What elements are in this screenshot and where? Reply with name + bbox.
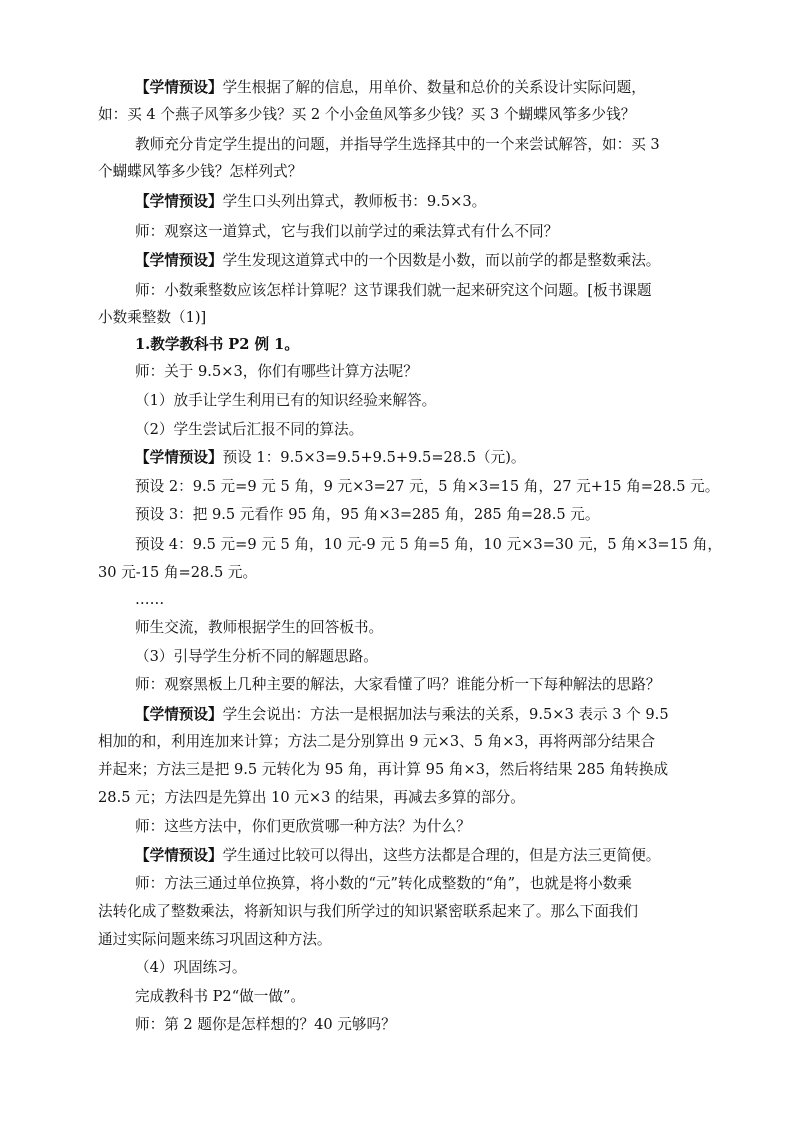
paragraph-line: 法转化成了整数乘法，将新知识与我们所学过的知识紧密联系起来了。那么下面我们 [98, 903, 638, 920]
situation-tag: 【学情预设】 [135, 449, 223, 466]
paragraph-line: 并起来；方法三是把 9.5 元转化为 95 角，再计算 95 角×3，然后将结果 285 角转换成 [98, 761, 669, 778]
paragraph-line: 师：观察黑板上几种主要的解法，大家看懂了吗？谁能分析一下每种解法的思路？ [135, 676, 661, 693]
paragraph-line [135, 448, 526, 468]
paragraph-line [135, 192, 486, 212]
paragraph-line: 如：买 4 个燕子风筝多少钱？买 2 个小金鱼风筝多少钱？买 3 个蝴蝶风筝多少钱？ [98, 106, 636, 123]
paragraph-line: （3）引导学生分析不同的解题思路。 [135, 648, 378, 665]
paragraph-line: 完成教科书 P2“做一做”。 [135, 988, 306, 1005]
paragraph-line: 预设 3：把 9.5 元看作 95 角，95 角×3=285 角，285 角=28.5 元。 [135, 506, 600, 523]
paragraph-line: 个蝴蝶风筝多少钱？怎样列式？ [98, 163, 303, 180]
paragraph-line: （2）学生尝试后汇报不同的算法。 [135, 421, 364, 438]
paragraph-line: 小数乘整数（1)] [98, 309, 207, 326]
paragraph-line: 预设 4：9.5 元=9 元 5 角，10 元-9 元 5 角=5 角，10 元×3=30 元，5 角×3=15 角， [135, 536, 722, 553]
paragraph-line: 通过实际问题来练习巩固这种方法。 [98, 931, 332, 948]
paragraph-line: 师：方法三通过单位换算，将小数的“元”转化成整数的“角”，也就是将小数乘 [135, 875, 632, 892]
text: 学生根据了解的信息，用单价、数量和总价的关系设计实际问题， [222, 79, 646, 96]
paragraph-line: 师：第 2 题你是怎样想的？40 元够吗？ [135, 1016, 396, 1033]
paragraph-line: 师：这些方法中，你们更欣赏哪一种方法？为什么？ [135, 818, 471, 835]
paragraph-line: 预设 2：9.5 元=9 元 5 角，9 元×3=27 元，5 角×3=15 角，27 元+15 角=28.5 元。 [135, 478, 720, 495]
situation-tag: 【学情预设】 [135, 193, 223, 210]
situation-tag: 【学情预设】 [135, 706, 223, 723]
paragraph-line: （4）巩固练习。 [135, 959, 247, 976]
paragraph-line: 师：小数乘整数应该怎样计算呢？这节课我们就一起来研究这个问题。[板书课题 [135, 282, 652, 299]
text: 学生会说出：方法一是根据加法与乘法的关系，9.5×3 表示 3 个 9.5 [222, 706, 669, 723]
paragraph-line [135, 78, 646, 98]
paragraph-line: 教师充分肯定学生提出的问题，并指导学生选择其中的一个来尝试解答，如：买 3 [135, 136, 660, 153]
text: 学生发现这道算式中的一个因数是小数，而以前学的都是整数乘法。 [222, 252, 661, 269]
paragraph-line [135, 705, 669, 725]
paragraph-line: 30 元-15 角=28.5 元。 [98, 564, 258, 581]
text: 学生通过比较可以得出，这些方法都是合理的，但是方法三更简便。 [222, 847, 661, 864]
paragraph-line: 28.5 元；方法四是先算出 10 元×3 的结果，再减去多算的部分。 [98, 789, 525, 806]
situation-tag: 【学情预设】 [135, 252, 223, 269]
paragraph-line [135, 846, 660, 866]
paragraph-line: 师：观察这一道算式，它与我们以前学过的乘法算式有什么不同？ [135, 223, 559, 240]
paragraph-line: （1）放手让学生利用已有的知识经验来解答。 [135, 392, 437, 409]
situation-tag: 【学情预设】 [135, 847, 223, 864]
situation-tag: 【学情预设】 [135, 79, 223, 96]
paragraph-line: 相加的和，利用连加来计算；方法二是分别算出 9 元×3、5 角×3，再将两部分结果合 [98, 733, 656, 750]
paragraph-line: 师生交流，教师根据学生的回答板书。 [135, 619, 384, 636]
text: 预设 1：9.5×3=9.5+9.5+9.5=28.5（元)。 [222, 449, 526, 466]
ellipsis: …… [135, 591, 165, 608]
paragraph-line: 师：关于 9.5×3，你们有哪些计算方法呢？ [135, 363, 418, 380]
section-heading: 1.教学教科书 P2 例 1。 [135, 336, 299, 353]
paragraph-line [135, 251, 660, 271]
text: 学生口头列出算式，教师板书：9.5×3。 [222, 193, 487, 210]
